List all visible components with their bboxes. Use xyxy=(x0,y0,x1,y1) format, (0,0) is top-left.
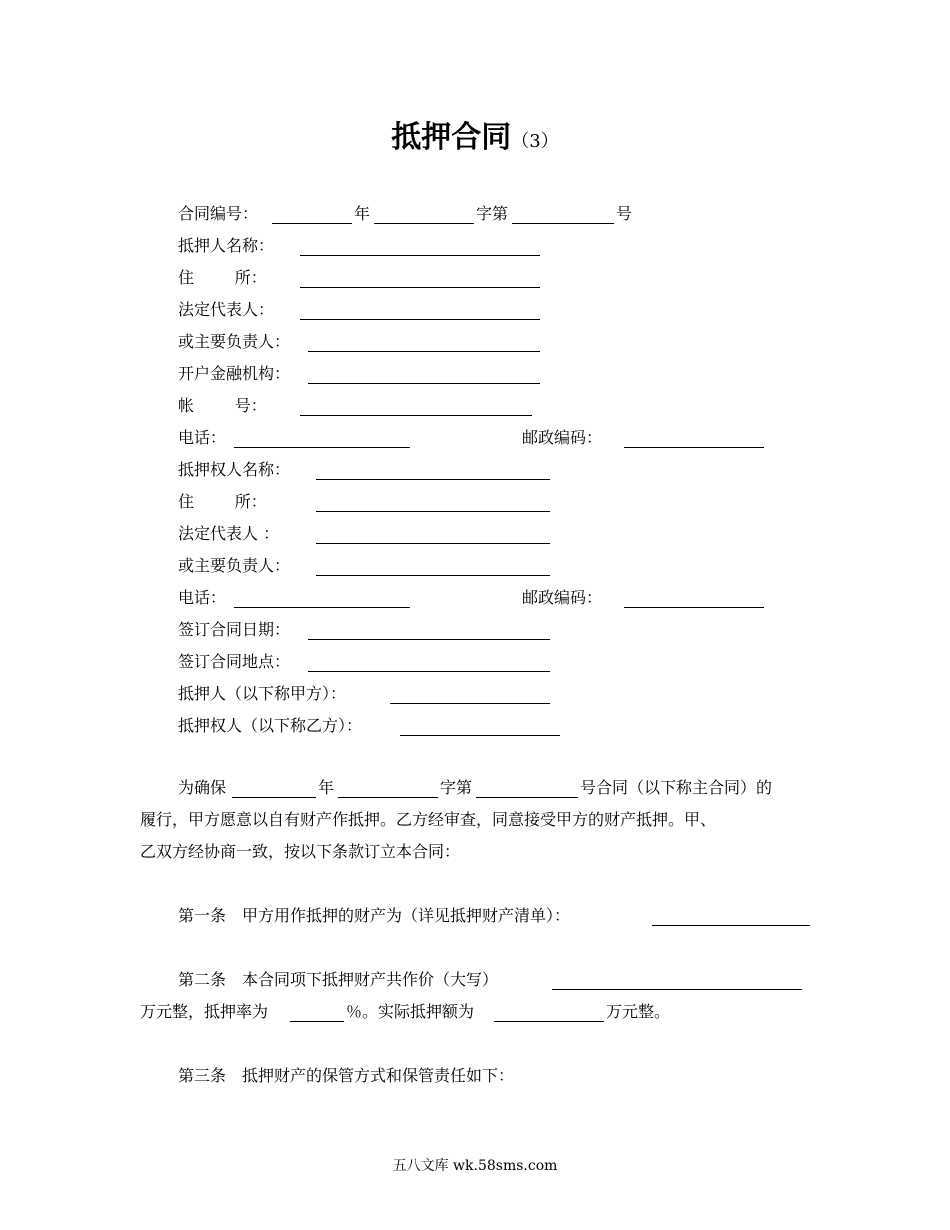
mortgagee-address-label: 住 所： xyxy=(178,492,267,511)
mortgagor-postcode-label: 邮政编码： xyxy=(522,428,603,447)
mortgagor-account-blank xyxy=(300,399,532,416)
mortgagor-principal-label: 或主要负责人： xyxy=(178,332,291,351)
contract-year-blank xyxy=(272,207,352,224)
title-number: （3） xyxy=(511,131,559,152)
intro-text-2: 年 xyxy=(318,778,335,797)
party-b-label: 抵押权人（以下称乙方）： xyxy=(178,716,363,735)
article-1-blank xyxy=(652,909,810,926)
article-2-text-a: 万元整，抵押率为 xyxy=(140,1002,269,1021)
mortgagor-principal-blank xyxy=(308,335,540,352)
party-b-blank xyxy=(400,719,560,736)
mortgagee-phone-label: 电话： xyxy=(178,588,227,607)
mortgage-rate-blank xyxy=(290,1005,344,1022)
mortgagee-postcode-label: 邮政编码： xyxy=(522,588,603,607)
mortgagor-legal-rep-blank xyxy=(300,303,540,320)
mortgagee-legal-rep-blank xyxy=(316,527,550,544)
article-2-value-blank xyxy=(552,973,802,990)
intro-text-line3: 乙双方经协商一致，按以下条款订立本合同： xyxy=(140,842,461,861)
article-3-text: 第三条 抵押财产的保管方式和保管责任如下： xyxy=(178,1066,515,1085)
sign-date-blank xyxy=(308,623,550,640)
word-label: 字第 xyxy=(476,204,509,223)
mortgagor-phone-label: 电话： xyxy=(178,428,227,447)
sign-place-blank xyxy=(308,655,550,672)
mortgagor-account-label: 帐 号： xyxy=(178,396,267,415)
mortgagee-phone-blank xyxy=(234,591,410,608)
mortgagor-name-label: 抵押人名称： xyxy=(178,236,275,255)
intro-text-3: 字第 xyxy=(440,778,473,797)
mortgagee-name-blank xyxy=(316,463,550,480)
year-label: 年 xyxy=(354,204,371,223)
mortgagor-address-label: 住 所： xyxy=(178,268,267,287)
intro-seq-blank xyxy=(476,781,578,798)
article-2-text: 第二条 本合同项下抵押财产共作价（大写） xyxy=(178,970,499,989)
contract-seq-blank xyxy=(512,207,614,224)
title-main: 抵押合同 xyxy=(391,120,512,155)
intro-text-line2: 履行，甲方愿意以自有财产作抵押。乙方经审查，同意接受甲方的财产抵押。甲、 xyxy=(140,810,717,829)
mortgagor-postcode-blank xyxy=(624,431,764,448)
mortgagee-postcode-blank xyxy=(624,591,764,608)
document-title xyxy=(0,112,950,156)
mortgagor-phone-blank xyxy=(234,431,410,448)
mortgagee-principal-blank xyxy=(316,559,550,576)
mortgagor-bank-label: 开户金融机构： xyxy=(178,364,291,383)
actual-amount-blank xyxy=(494,1005,604,1022)
mortgagor-address-blank xyxy=(300,271,540,288)
party-a-blank xyxy=(390,687,550,704)
contract-number-label: 合同编号： xyxy=(178,204,259,223)
intro-text-1: 为确保 xyxy=(178,778,227,797)
article-2-text-b: ％。实际抵押额为 xyxy=(346,1002,475,1021)
article-2-text-c: 万元整。 xyxy=(606,1002,671,1021)
sign-place-label: 签订合同地点： xyxy=(178,652,291,671)
mortgagee-principal-label: 或主要负责人： xyxy=(178,556,291,575)
party-a-label: 抵押人（以下称甲方）： xyxy=(178,684,347,703)
mortgagee-name-label: 抵押权人名称： xyxy=(178,460,291,479)
mortgagee-legal-rep-label: 法定代表人 ： xyxy=(178,524,280,543)
number-label: 号 xyxy=(616,204,633,223)
sign-date-label: 签订合同日期： xyxy=(178,620,291,639)
mortgagee-address-blank xyxy=(316,495,550,512)
mortgagor-legal-rep-label: 法定代表人： xyxy=(178,300,275,319)
intro-text-4: 号合同（以下称主合同）的 xyxy=(580,778,773,797)
intro-year-blank xyxy=(232,781,316,798)
intro-word-blank xyxy=(338,781,438,798)
contract-word-blank xyxy=(374,207,474,224)
mortgagor-name-blank xyxy=(300,239,540,256)
article-1-text: 第一条 甲方用作抵押的财产为（详见抵押财产清单）： xyxy=(178,906,571,925)
page-footer: 五八文库 wk.58sms.com xyxy=(392,1158,558,1174)
mortgagor-bank-blank xyxy=(308,367,540,384)
